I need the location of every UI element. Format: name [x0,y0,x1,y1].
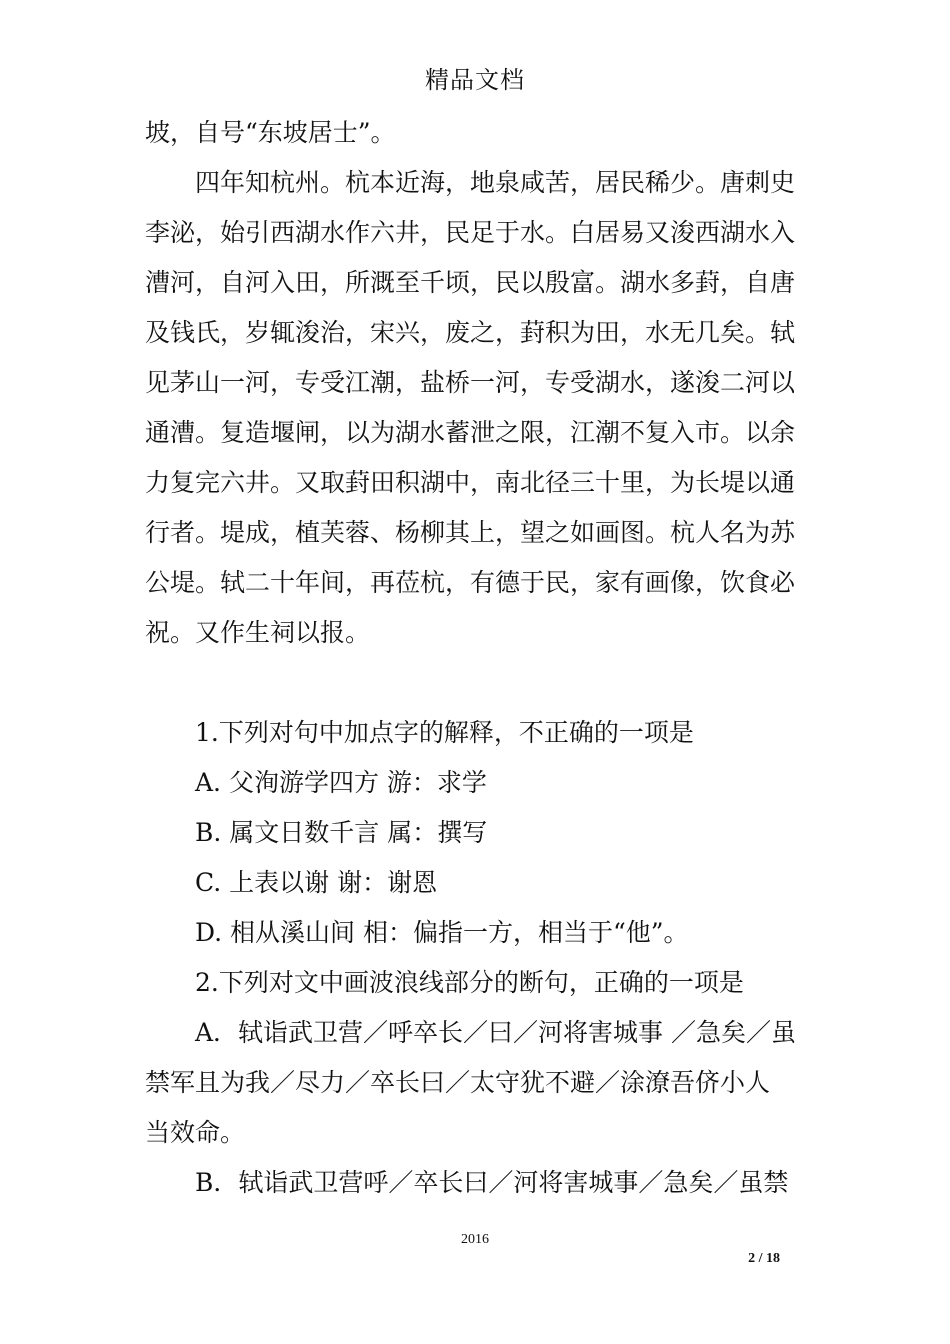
passage-line: 漕河，自河入田，所溉至千顷，民以殷富。湖水多葑，自唐 [145,268,796,297]
question-1-option-d: D. 相从溪山间 相：偏指一方，相当于“他”。 [195,918,689,947]
question-2-option-b-line: B．轼诣武卫营呼／卒长曰／河将害城事／急矣／虽禁 [195,1168,789,1197]
question-1-option-a: A. 父洵游学四方 游：求学 [195,768,487,797]
passage-line: 及钱氏，岁辄浚治，宋兴，废之，葑积为田，水无几矣。轼 [145,318,796,347]
blank-spacer [145,658,810,708]
passage-line: 坡，自号“东坡居士”。 [145,118,396,147]
question-1-stem: 1.下列对句中加点字的解释，不正确的一项是 [195,718,694,747]
page-header: 精品文档 [425,66,525,94]
passage-line: 祝。又作生祠以报。 [145,618,371,647]
document-body [145,108,810,1208]
passage-line: 行者。堤成，植芙蓉、杨柳其上，望之如画图。杭人名为苏 [145,518,796,547]
question-2-option-a-line: A．轼诣武卫营／呼卒长／曰／河将害城事 ／急矣／虽 [195,1018,797,1047]
passage-line: 见茅山一河，专受江潮，盐桥一河，专受湖水，遂浚二河以 [145,368,796,397]
question-1-option-c: C. 上表以谢 谢：谢恩 [195,868,438,897]
question-2-option-a-line: 禁军且为我／尽力／卒长曰／太守犹不避／涂潦吾侪小人 [145,1068,771,1097]
question-1-option-b: B. 属文日数千言 属：撰写 [195,818,488,847]
page-number: 2 / 18 [748,1251,780,1266]
passage-line: 李泌，始引西湖水作六井，民足于水。白居易又浚西湖水入 [145,218,796,247]
question-2-stem: 2.下列对文中画波浪线部分的断句，正确的一项是 [195,968,744,997]
passage-line: 四年知杭州。杭本近海，地泉咸苦，居民稀少。唐刺史 [195,168,796,197]
question-2-option-a-line: 当效命。 [145,1118,246,1147]
passage-line: 公堤。轼二十年间，再莅杭，有德于民，家有画像，饮食必 [145,568,796,597]
passage-line: 力复完六井。又取葑田积湖中，南北径三十里，为长堤以通 [145,468,796,497]
footer-year: 2016 [461,1232,489,1247]
passage-line: 通漕。复造堰闸，以为湖水蓄泄之限，江潮不复入市。以余 [145,418,796,447]
